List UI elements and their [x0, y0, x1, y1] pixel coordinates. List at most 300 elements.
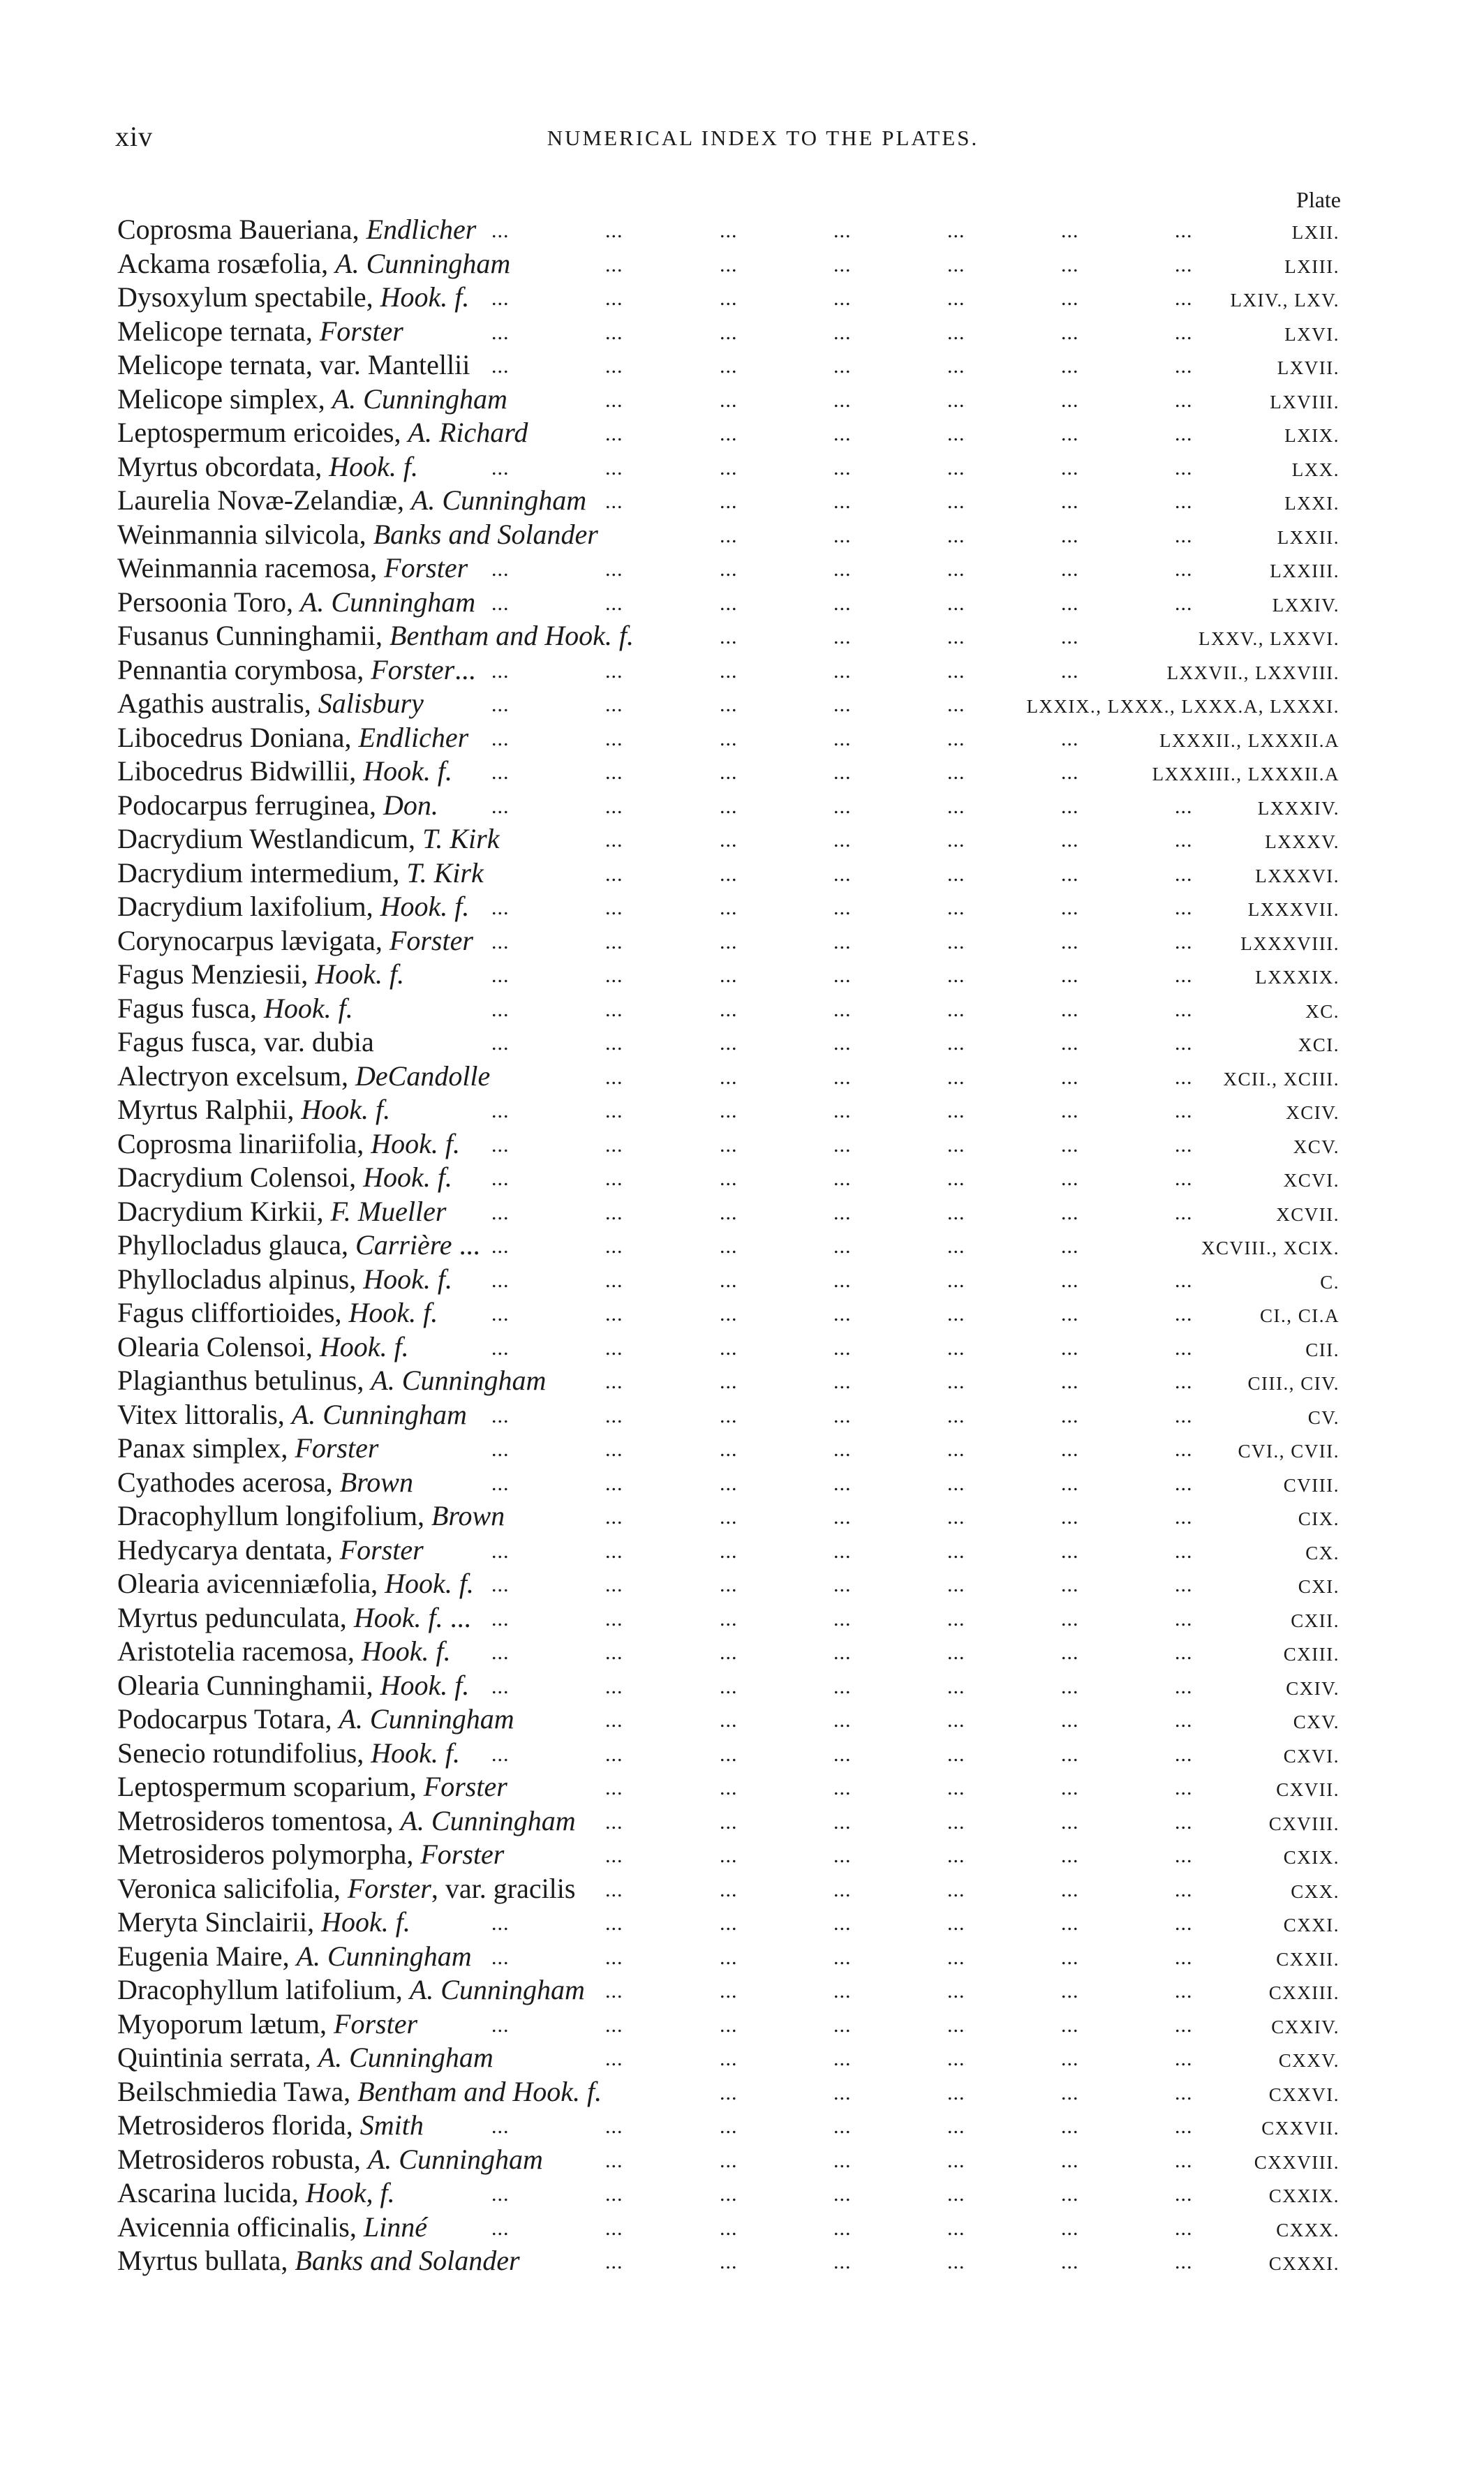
dot-leader: ...	[720, 2047, 738, 2070]
dot-leader: ...	[1061, 1065, 1079, 1089]
dot-leader: ...	[1061, 829, 1079, 852]
plate-number: CXVI.	[1283, 1745, 1340, 1767]
species-author: Hook. f.	[380, 891, 470, 922]
plate-number: CXI.	[1298, 1576, 1340, 1597]
dot-leader: ...	[605, 896, 623, 919]
dot-leader: ...	[947, 1980, 965, 2003]
dot-leader: ...	[1061, 558, 1079, 581]
plate-number: LXXII.	[1277, 526, 1340, 548]
species-author: Hook, f.	[305, 2177, 395, 2208]
dot-leader: ...	[947, 1844, 965, 1867]
plate-number: LXIV., LXV.	[1230, 290, 1340, 311]
dot-leader: ...	[491, 964, 510, 987]
dot-leader: ...	[1061, 1471, 1079, 1495]
dot-leader: ...	[605, 1742, 623, 1766]
dot-leader: ...	[947, 1912, 965, 1935]
dot-leader: ...	[833, 1099, 852, 1122]
species-author: Hook. f.	[363, 1161, 452, 1193]
dot-leader: ...	[491, 1099, 510, 1122]
species-binomial: Metrosideros florida,	[117, 2109, 360, 2141]
index-entry	[0, 1263, 1484, 1297]
dot-leader: ...	[1175, 320, 1193, 344]
dot-leader: ...	[491, 1133, 510, 1157]
species-suffix: , var. gracilis	[431, 1872, 576, 1904]
species-name	[117, 1161, 452, 1194]
dot-leader: ...	[605, 862, 623, 886]
index-entry	[0, 1635, 1484, 1669]
plate-number: CVI., CVII.	[1238, 1441, 1340, 1462]
dot-leader: ...	[947, 490, 965, 513]
species-name	[117, 755, 452, 788]
dot-leader: ...	[947, 1302, 965, 1325]
species-author: Forster	[389, 924, 473, 956]
index-entry	[0, 315, 1484, 349]
dot-leader: ...	[947, 964, 965, 987]
dot-leader: ...	[833, 829, 852, 852]
dot-leader: ...	[1061, 2013, 1079, 2037]
dot-leader: ...	[1175, 1573, 1193, 1596]
dot-leader: ...	[605, 320, 623, 344]
species-name	[117, 484, 586, 517]
dot-leader: ...	[720, 1235, 738, 1258]
dot-leader: ...	[947, 1065, 965, 1089]
species-author: Hook. f.	[315, 958, 405, 990]
dot-leader: ...	[1061, 794, 1079, 818]
dot-leader: ...	[1061, 219, 1079, 242]
dot-leader: ...	[833, 2183, 852, 2206]
plate-number: LXIII.	[1284, 255, 1340, 277]
index-entry	[0, 1533, 1484, 1568]
dot-leader: ...	[720, 523, 738, 547]
dot-leader: ...	[947, 422, 965, 445]
dot-leader: ...	[833, 1506, 852, 1529]
plate-number: XCI.	[1298, 1034, 1340, 1055]
dot-leader: ...	[947, 1776, 965, 1799]
dot-leader: ...	[1175, 829, 1193, 852]
dot-leader: ...	[491, 1471, 510, 1495]
plate-number: LXXXVII.	[1247, 899, 1340, 920]
species-name	[117, 1228, 480, 1262]
dot-leader: ...	[1061, 2216, 1079, 2240]
dot-leader: ...	[947, 1032, 965, 1055]
species-author: Brown	[339, 1466, 413, 1498]
dot-leader: ...	[720, 1370, 738, 1393]
dot-leader: ...	[720, 727, 738, 750]
plate-number: LXXI.	[1284, 493, 1340, 514]
dot-leader: ...	[833, 1742, 852, 1766]
plate-number: C.	[1320, 1271, 1340, 1293]
dot-leader: ...	[605, 456, 623, 480]
species-author: F. Mueller	[330, 1195, 447, 1227]
dot-leader: ...	[1175, 1674, 1193, 1698]
species-author: A. Cunningham	[400, 1804, 576, 1836]
species-author: Forster	[334, 2007, 418, 2040]
dot-leader: ...	[1061, 659, 1079, 683]
dot-leader: ...	[720, 1573, 738, 1596]
plate-number: CXVIII.	[1268, 1813, 1340, 1834]
dot-leader: ...	[1061, 1539, 1079, 1563]
dot-leader: ...	[605, 1268, 623, 1292]
index-entry	[0, 755, 1484, 789]
species-binomial: Libocedrus Bidwillii,	[117, 755, 364, 787]
dot-leader: ...	[833, 388, 852, 412]
species-binomial: Dysoxylum spectabile,	[117, 281, 380, 313]
dot-leader: ...	[720, 829, 738, 852]
dot-leader: ...	[947, 1607, 965, 1631]
dot-leader: ...	[833, 2250, 852, 2273]
species-binomial: Hedycarya dentata,	[117, 1533, 340, 1566]
species-name	[117, 2007, 417, 2041]
species-name	[117, 1025, 374, 1059]
dot-leader: ...	[1175, 1641, 1193, 1664]
species-author: Forster	[347, 1872, 431, 1904]
species-suffix: ...	[454, 653, 476, 685]
species-binomial: Quintinia serrata,	[117, 2042, 318, 2073]
plate-number: LXIX.	[1284, 425, 1340, 446]
dot-leader: ...	[1175, 591, 1193, 615]
dot-leader: ...	[605, 761, 623, 784]
species-name	[117, 247, 510, 281]
dot-leader: ...	[833, 1709, 852, 1732]
dot-leader: ...	[1175, 2148, 1193, 2172]
dot-leader: ...	[1061, 456, 1079, 480]
species-binomial: Weinmannia silvicola,	[117, 518, 373, 550]
index-entry	[0, 2143, 1484, 2177]
dot-leader: ...	[605, 355, 623, 378]
index-entry	[0, 992, 1484, 1026]
dot-leader: ...	[605, 1980, 623, 2003]
species-binomial: Meryta Sinclairii,	[117, 1906, 322, 1938]
dot-leader: ...	[491, 320, 510, 344]
species-name	[117, 1973, 585, 2007]
dot-leader: ...	[833, 1370, 852, 1393]
dot-leader: ...	[720, 659, 738, 683]
species-author: Hook. f.	[329, 450, 419, 482]
species-binomial: Laurelia Novæ-Zelandiæ,	[117, 484, 411, 516]
plate-number: XCVII.	[1276, 1203, 1340, 1225]
species-name	[117, 586, 475, 619]
dot-leader: ...	[605, 964, 623, 987]
dot-leader: ...	[1175, 1404, 1193, 1427]
species-name	[117, 1364, 546, 1397]
dot-leader: ...	[605, 1404, 623, 1427]
index-entry	[0, 2007, 1484, 2042]
species-author: DeCandolle	[355, 1060, 491, 1092]
species-name	[117, 213, 476, 246]
index-entry	[0, 1770, 1484, 1804]
dot-leader: ...	[833, 1539, 852, 1563]
species-author: Forster	[384, 552, 468, 584]
plate-number: CXV.	[1293, 1711, 1340, 1732]
species-binomial: Leptospermum ericoides,	[117, 417, 408, 448]
dot-leader: ...	[605, 1674, 623, 1698]
dot-leader: ...	[1061, 862, 1079, 886]
dot-leader: ...	[833, 1641, 852, 1664]
species-binomial: Metrosideros robusta,	[117, 2143, 368, 2175]
index-entry	[0, 2176, 1484, 2211]
species-author: A. Cunningham	[371, 1365, 547, 1396]
dot-leader: ...	[1175, 1201, 1193, 1224]
dot-leader: ...	[1061, 1607, 1079, 1631]
dot-leader: ...	[833, 659, 852, 683]
index-entry	[0, 1195, 1484, 1229]
dot-leader: ...	[1175, 1438, 1193, 1461]
index-entry	[0, 1940, 1484, 1974]
species-author: Forster	[423, 1771, 507, 1802]
dot-leader: ...	[605, 1539, 623, 1563]
plate-number: LXXVII., LXXVIII.	[1166, 662, 1340, 683]
dot-leader: ...	[491, 1912, 510, 1935]
dot-leader: ...	[1061, 1912, 1079, 1935]
dot-leader: ...	[1175, 2081, 1193, 2104]
dot-leader: ...	[833, 2216, 852, 2240]
species-binomial: Vitex littoralis,	[117, 1398, 292, 1430]
species-binomial: Cyathodes acerosa,	[117, 1466, 340, 1498]
index-entry	[0, 1093, 1484, 1127]
dot-leader: ...	[833, 1336, 852, 1360]
dot-leader: ...	[1061, 1844, 1079, 1867]
dot-leader: ...	[1175, 253, 1193, 276]
species-author: Hook. f.	[380, 281, 470, 313]
species-binomial: Fagus Menziesii,	[117, 958, 316, 990]
dot-leader: ...	[947, 1674, 965, 1698]
plate-number: LXXXIX.	[1255, 967, 1340, 988]
species-author: Forster	[371, 653, 455, 685]
dot-leader: ...	[833, 794, 852, 818]
dot-leader: ...	[720, 1776, 738, 1799]
plate-number: CIX.	[1298, 1508, 1340, 1529]
dot-leader: ...	[720, 997, 738, 1021]
dot-leader: ...	[947, 794, 965, 818]
dot-leader: ...	[720, 253, 738, 276]
dot-leader: ...	[833, 1268, 852, 1292]
species-author: Hook. f.	[348, 1297, 438, 1328]
dot-leader: ...	[1061, 1980, 1079, 2003]
species-author: Endlicher	[358, 721, 469, 753]
dot-leader: ...	[947, 1336, 965, 1360]
dot-leader: ...	[605, 1641, 623, 1664]
index-entry	[0, 348, 1484, 383]
dot-leader: ...	[833, 591, 852, 615]
plate-number: CXXIV.	[1271, 2016, 1340, 2037]
dot-leader: ...	[491, 1404, 510, 1427]
species-author: Forster	[420, 1839, 505, 1870]
dot-leader: ...	[1061, 2183, 1079, 2206]
species-author: Forster	[319, 315, 403, 347]
dot-leader: ...	[491, 591, 510, 615]
dot-leader: ...	[491, 1641, 510, 1664]
page-folio: xiv	[115, 121, 154, 152]
species-binomial: Beilschmiedia Tawa,	[117, 2075, 358, 2107]
plate-number: CXII.	[1291, 1610, 1340, 1631]
species-binomial: Myrtus obcordata,	[117, 450, 329, 482]
dot-leader: ...	[491, 355, 510, 378]
index-entry	[0, 721, 1484, 755]
plate-index-list	[0, 213, 1484, 2278]
dot-leader: ...	[1175, 523, 1193, 547]
dot-leader: ...	[1061, 355, 1079, 378]
species-name	[117, 1601, 471, 1635]
dot-leader: ...	[720, 1471, 738, 1495]
dot-leader: ...	[605, 1945, 623, 1969]
dot-leader: ...	[1175, 862, 1193, 886]
species-name	[117, 653, 475, 687]
dot-leader: ...	[491, 1674, 510, 1698]
species-author: Bentham and Hook. f.	[389, 620, 634, 651]
dot-leader: ...	[1175, 930, 1193, 953]
species-author: Hook. f.	[361, 1635, 451, 1667]
plate-number: LXVI.	[1284, 323, 1340, 345]
plate-number: CXIX.	[1283, 1847, 1340, 1868]
dot-leader: ...	[491, 1235, 510, 1258]
species-binomial: Dacrydium laxifolium,	[117, 891, 380, 922]
dot-leader: ...	[605, 1878, 623, 1901]
dot-leader: ...	[1175, 1099, 1193, 1122]
dot-leader: ...	[720, 1539, 738, 1563]
dot-leader: ...	[947, 693, 965, 716]
dot-leader: ...	[1175, 2250, 1193, 2273]
dot-leader: ...	[720, 1810, 738, 1834]
dot-leader: ...	[605, 253, 623, 276]
dot-leader: ...	[605, 1776, 623, 1799]
dot-leader: ...	[833, 761, 852, 784]
index-entry	[0, 890, 1484, 924]
species-name	[117, 890, 469, 923]
dot-leader: ...	[491, 1336, 510, 1360]
dot-leader: ...	[1175, 1742, 1193, 1766]
dot-leader: ...	[605, 1336, 623, 1360]
dot-leader: ...	[1061, 2081, 1079, 2104]
species-name	[117, 721, 468, 755]
species-name	[117, 2109, 424, 2142]
dot-leader: ...	[605, 422, 623, 445]
dot-leader: ...	[605, 1810, 623, 1834]
dot-leader: ...	[1175, 287, 1193, 310]
plate-number: LXVII.	[1277, 357, 1340, 378]
species-name	[117, 958, 404, 991]
species-author: Smith	[359, 2109, 424, 2141]
dot-leader: ...	[720, 456, 738, 480]
index-entry	[0, 1364, 1484, 1398]
species-binomial: Dacrydium Kirkii,	[117, 1195, 331, 1227]
dot-leader: ...	[1061, 1776, 1079, 1799]
index-entry	[0, 1702, 1484, 1737]
index-entry	[0, 1906, 1484, 1940]
dot-leader: ...	[720, 490, 738, 513]
dot-leader: ...	[491, 1539, 510, 1563]
dot-leader: ...	[605, 1573, 623, 1596]
dot-leader: ...	[1061, 1709, 1079, 1732]
dot-leader: ...	[1175, 1844, 1193, 1867]
plate-number: LXXV., LXXVI.	[1199, 628, 1340, 649]
dot-leader: ...	[947, 1167, 965, 1190]
dot-leader: ...	[720, 2183, 738, 2206]
dot-leader: ...	[720, 2013, 738, 2037]
plate-number: LXXIX., LXXX., LXXX.A, LXXXI.	[1026, 696, 1340, 717]
dot-leader: ...	[1061, 727, 1079, 750]
species-name	[117, 1263, 452, 1296]
dot-leader: ...	[605, 1133, 623, 1157]
index-entry	[0, 2041, 1484, 2075]
dot-leader: ...	[491, 219, 510, 242]
species-name	[117, 1906, 410, 1939]
species-binomial: Phyllocladus alpinus,	[117, 1263, 364, 1295]
dot-leader: ...	[947, 862, 965, 886]
dot-leader: ...	[720, 1065, 738, 1089]
dot-leader: ...	[720, 388, 738, 412]
species-name	[117, 551, 468, 585]
species-binomial: Myrtus bullata,	[117, 2245, 295, 2276]
dot-leader: ...	[1175, 1810, 1193, 1834]
species-author: A. Cunningham	[300, 586, 476, 618]
dot-leader: ...	[720, 1506, 738, 1529]
dot-leader: ...	[947, 388, 965, 412]
species-author: A. Cunningham	[296, 1940, 472, 1972]
dot-leader: ...	[491, 1607, 510, 1631]
dot-leader: ...	[947, 625, 965, 648]
dot-leader: ...	[605, 388, 623, 412]
species-binomial: Eugenia Maire,	[117, 1940, 297, 1972]
dot-leader: ...	[720, 1641, 738, 1664]
index-entry	[0, 247, 1484, 281]
species-name	[117, 1127, 460, 1161]
dot-leader: ...	[1061, 1302, 1079, 1325]
dot-leader: ...	[1061, 1878, 1079, 1901]
dot-leader: ...	[720, 1709, 738, 1732]
dot-leader: ...	[833, 456, 852, 480]
dot-leader: ...	[1061, 1742, 1079, 1766]
dot-leader: ...	[947, 287, 965, 310]
dot-leader: ...	[833, 1471, 852, 1495]
dot-leader: ...	[605, 997, 623, 1021]
plate-number: CXXII.	[1276, 1948, 1340, 1970]
dot-leader: ...	[833, 1032, 852, 1055]
dot-leader: ...	[947, 1742, 965, 1766]
species-name	[117, 1195, 446, 1228]
species-name	[117, 450, 418, 484]
dot-leader: ...	[1061, 490, 1079, 513]
dot-leader: ...	[1061, 1506, 1079, 1529]
index-entry	[0, 789, 1484, 823]
species-name	[117, 416, 528, 450]
plate-number: LXXIV.	[1272, 594, 1340, 616]
dot-leader: ...	[833, 1945, 852, 1969]
dot-leader: ...	[1061, 253, 1079, 276]
dot-leader: ...	[1175, 1167, 1193, 1190]
species-binomial: Panax simplex,	[117, 1432, 295, 1464]
index-entry	[0, 518, 1484, 552]
dot-leader: ...	[605, 1844, 623, 1867]
plate-number: LXXXVI.	[1255, 865, 1340, 886]
plate-number: LXII.	[1291, 222, 1340, 243]
species-author: A. Cunningham	[409, 1974, 585, 2005]
species-binomial: Corynocarpus lævigata,	[117, 924, 389, 956]
dot-leader: ...	[1175, 456, 1193, 480]
dot-leader: ...	[1061, 591, 1079, 615]
plate-number: XCV.	[1293, 1136, 1340, 1157]
dot-leader: ...	[833, 1201, 852, 1224]
species-name	[117, 1838, 504, 1871]
dot-leader: ...	[947, 1471, 965, 1495]
index-entry	[0, 1567, 1484, 1601]
dot-leader: ...	[720, 896, 738, 919]
dot-leader: ...	[1061, 1404, 1079, 1427]
dot-leader: ...	[1175, 1506, 1193, 1529]
dot-leader: ...	[720, 1133, 738, 1157]
dot-leader: ...	[947, 1133, 965, 1157]
dot-leader: ...	[720, 2115, 738, 2138]
dot-leader: ...	[947, 1099, 965, 1122]
